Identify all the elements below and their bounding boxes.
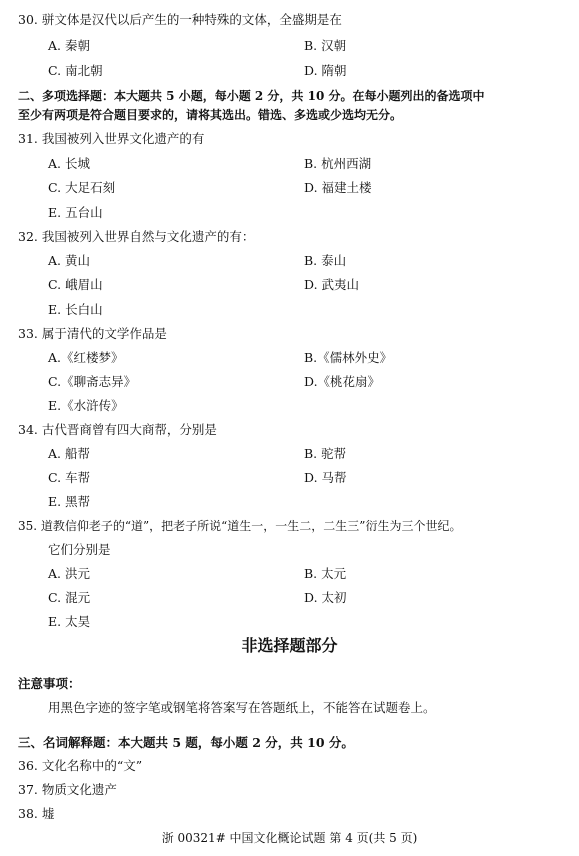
question-32-stem: 32. 我国被列入世界自然与文化遗产的有：	[18, 229, 255, 244]
question-34-stem: 34. 古代晋商曾有四大商帮，分别是	[18, 422, 217, 437]
section-3-header: 三、名词解释题：本大题共 5 题，每小题 2 分，共 10 分。	[18, 735, 354, 750]
question-30-stem: 30. 骈文体是汉代以后产生的一种特殊的文体，全盛期是在	[18, 12, 342, 27]
question-33-stem: 33. 属于清代的文学作品是	[18, 326, 167, 341]
q34-option-d: D. 马帮	[304, 470, 347, 485]
q33-option-c: C.《聊斋志异》	[48, 374, 137, 389]
q35-option-d: D. 太初	[304, 590, 347, 605]
q33-option-e: E.《水浒传》	[48, 398, 124, 413]
q34-option-b: B. 驼帮	[304, 446, 347, 461]
q31-option-c: C. 大足石刻	[48, 180, 116, 195]
q32-option-b: B. 泰山	[304, 253, 347, 268]
q30-option-b: B. 汉朝	[304, 38, 347, 53]
q31-option-a: A. 长城	[48, 156, 90, 171]
q30-option-c: C. 南北朝	[48, 63, 103, 78]
question-36: 36. 文化名称中的“文”	[18, 758, 143, 773]
q32-option-c: C. 峨眉山	[48, 277, 103, 292]
q32-option-a: A. 黄山	[48, 253, 90, 268]
question-38: 38. 墟	[18, 806, 55, 821]
q35-option-e: E. 太昊	[48, 614, 91, 629]
notice-label: 注意事项：	[18, 676, 81, 691]
question-35-stem: 35. 道教信仰老子的“道”，把老子所说“道生一，一生二，二生三”衍生为三个世纪。	[18, 519, 462, 533]
q34-option-e: E. 黑帮	[48, 494, 91, 509]
q31-option-e: E. 五台山	[48, 205, 103, 220]
section-2-header-line2: 至少有两项是符合题目要求的，请将其选出。错选、多选或少选均无分。	[18, 108, 403, 122]
question-37: 37. 物质文化遗产	[18, 782, 117, 797]
q30-option-a: A. 秦朝	[48, 38, 90, 53]
q33-option-a: A.《红楼梦》	[48, 350, 124, 365]
q32-option-d: D. 武夷山	[304, 277, 360, 292]
q35-option-a: A. 洪元	[48, 566, 90, 581]
q32-option-e: E. 长白山	[48, 302, 103, 317]
notice-text: 用黑色字迹的签字笔或钢笔将答案写在答题纸上，不能答在试题卷上。	[48, 700, 436, 715]
q30-option-d: D. 隋朝	[304, 63, 347, 78]
question-35-stem-cont: 它们分别是	[48, 542, 111, 557]
page-footer: 浙 00321# 中国文化概论试题 第 4 页(共 5 页)	[161, 831, 418, 845]
q31-option-b: B. 杭州西湖	[304, 156, 372, 171]
section-title-nonchoice: 非选择题部分	[241, 636, 338, 655]
q31-option-d: D. 福建土楼	[304, 180, 372, 195]
q33-option-b: B.《儒林外史》	[304, 350, 393, 365]
q34-option-a: A. 船帮	[48, 446, 90, 461]
q34-option-c: C. 车帮	[48, 470, 91, 485]
q35-option-c: C. 混元	[48, 590, 91, 605]
q33-option-d: D.《桃花扇》	[304, 374, 381, 389]
section-2-header-line1: 二、多项选择题：本大题共 5 小题，每小题 2 分，共 10 分。在每小题列出的备选项中	[18, 89, 485, 103]
question-31-stem: 31. 我国被列入世界文化遗产的有	[18, 131, 205, 146]
q35-option-b: B. 太元	[304, 566, 347, 581]
